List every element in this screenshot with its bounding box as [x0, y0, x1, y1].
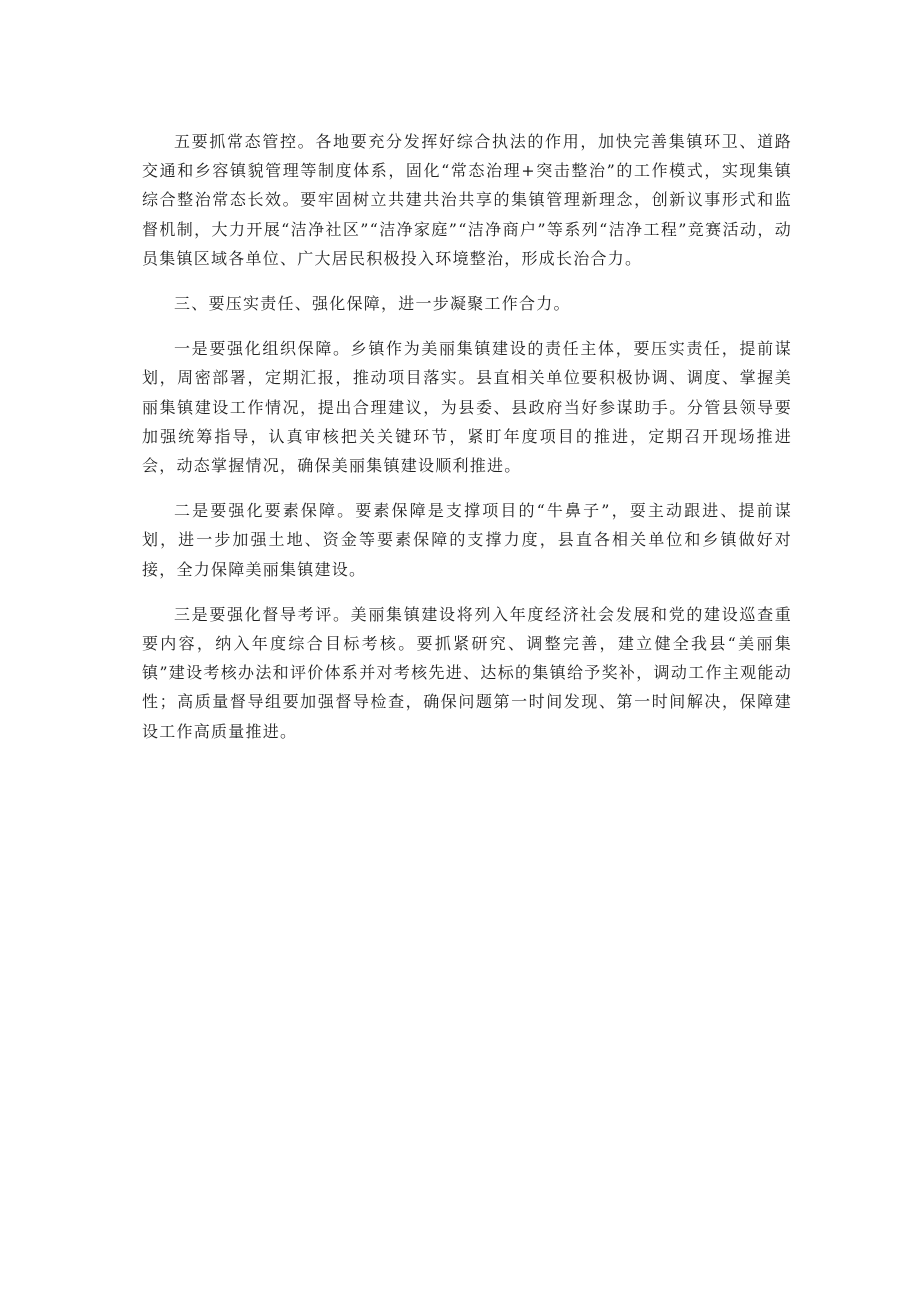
paragraph-routine-control: 五要抓常态管控。各地要充分发挥好综合执法的作用，加快完善集镇环卫、道路交通和乡容镇貌管理等制度体系，固化“常态治理+突击整治”的工作模式，实现集镇综合整治常态长效。要牢固树立共建共治共享的集镇管理新理念，创新议事形式和监督机制，大力开展“洁净社区”“洁净家庭”“洁净商户”等系列“洁净工程”竞赛活动，动员集镇区域各单位、广大居民积极投入环境整治，形成长治合力。	[142, 132, 792, 268]
paragraph-factor-guarantee: 二是要强化要素保障。要素保障是支撑项目的“牛鼻子”，耍主动跟进、提前谋划，进一步加强土地、资金等要素保障的支撑力度，县直各相关单位和乡镇做好对接，全力保障美丽集镇建设。	[142, 501, 792, 579]
document-body	[142, 127, 792, 746]
paragraph-supervision-evaluation: 三是要强化督导考评。美丽集镇建设将列入年度经济社会发展和党的建设巡查重要内容，纳入年度综合目标考核。要抓紧研究、调整完善，建立健全我县“美丽集镇”建设考核办法和评价体系并对考核先进、达标的集镇给予奖补，调动工作主观能动性；高质量督导组要加强督导检查，确保问题第一时间发现、第一时间解决，保障建设工作高质量推进。	[142, 604, 792, 741]
paragraph-organization-guarantee: 一是要强化组织保障。乡镇作为美丽集镇建设的责任主体，要压实责任，提前谋划，周密部署，定期汇报，推动项目落实。县直相关单位要积极协调、调度、掌握美丽集镇建设工作情况，提出合理建议，为县委、县政府当好参谋助手。分管县领导要加强统筹指导，认真审核把关关键环节，紧盯年度项目的推进，定期召开现场推进会，动态掌握情况，确保美丽集镇建设顺利推进。	[142, 339, 792, 476]
section-heading-responsibility: 三、要压实责任、强化保障，进一步凝聚工作合力。	[174, 294, 571, 314]
